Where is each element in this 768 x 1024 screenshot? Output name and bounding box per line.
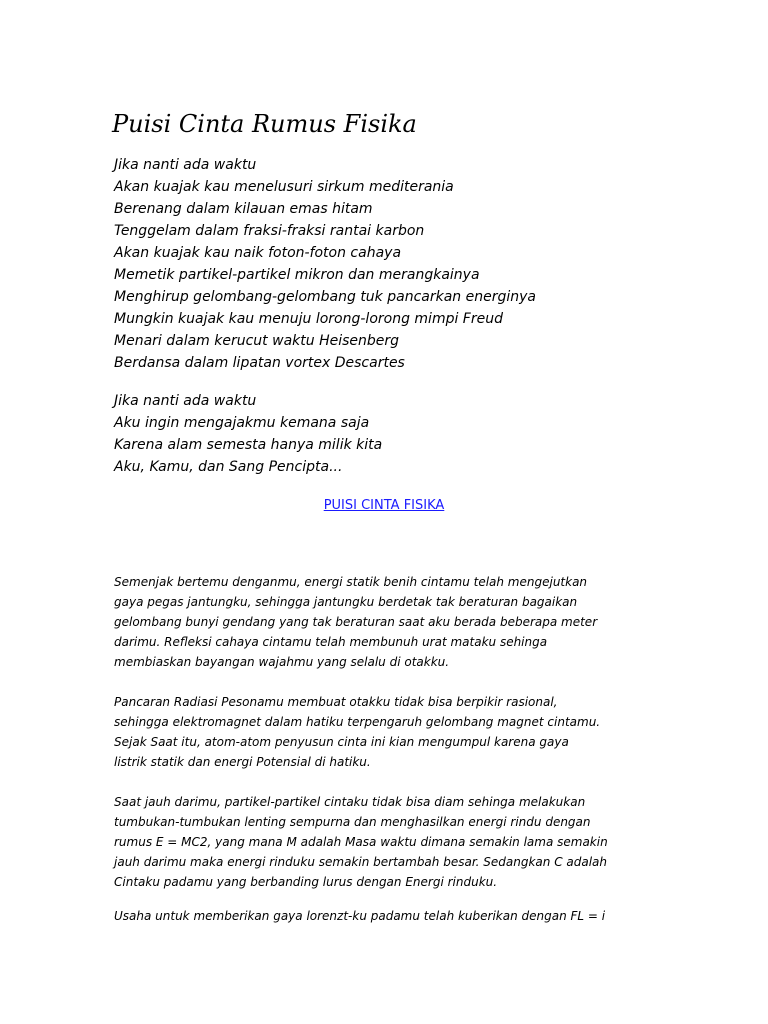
poem-line: Aku, Kamu, dan Sang Pencipta... bbox=[114, 459, 343, 475]
poem-line: Karena alam semesta hanya milik kita bbox=[114, 437, 383, 453]
prose-line: listrik statik dan energi Potensial di hatiku. bbox=[114, 755, 371, 769]
prose-line: Cintaku padamu yang berbanding lurus dengan Energi rinduku. bbox=[114, 875, 498, 889]
prose-line: tumbukan-tumbukan lenting sempurna dan menghasilkan energi rindu dengan bbox=[114, 815, 591, 829]
poem-line: Aku ingin mengajakmu kemana saja bbox=[114, 415, 370, 431]
poem-stanza-1 bbox=[114, 154, 536, 374]
poem-line: Akan kuajak kau menelusuri sirkum mediterania bbox=[114, 179, 454, 195]
link-container bbox=[0, 496, 768, 516]
poem-line: Menari dalam kerucut waktu Heisenberg bbox=[114, 333, 400, 349]
poem-line: Memetik partikel-partikel mikron dan merangkainya bbox=[114, 267, 480, 283]
prose-line: Semenjak bertemu denganmu, energi statik benih cintamu telah mengejutkan bbox=[114, 575, 588, 589]
poem-line: Berenang dalam kilauan emas hitam bbox=[114, 201, 373, 217]
prose-line: gelombang bunyi gendang yang tak beraturan saat aku berada beberapa meter bbox=[114, 615, 598, 629]
puisi-cinta-fisika-link[interactable]: PUISI CINTA FISIKA bbox=[323, 498, 445, 513]
prose-line: Usaha untuk memberikan gaya lorenzt-ku padamu telah kuberikan dengan FL = i bbox=[114, 909, 606, 923]
poem-line: Menghirup gelombang-gelombang tuk pancarkan energinya bbox=[114, 289, 536, 305]
poem-line: Berdansa dalam lipatan vortex Descartes bbox=[114, 355, 405, 371]
prose-line: sehingga elektromagnet dalam hatiku terpengaruh gelombang magnet cintamu. bbox=[114, 715, 601, 729]
poem-line: Tenggelam dalam fraksi-fraksi rantai karbon bbox=[114, 223, 425, 239]
prose-paragraph-3 bbox=[114, 792, 608, 892]
prose-line: jauh darimu maka energi rinduku semakin bertambah besar. Sedangkan C adalah bbox=[114, 855, 608, 869]
prose-line: membiaskan bayangan wajahmu yang selalu di otakku. bbox=[114, 655, 450, 669]
prose-line: Saat jauh darimu, partikel-partikel cintaku tidak bisa diam sehinga melakukan bbox=[114, 795, 586, 809]
prose-line: Sejak Saat itu, atom-atom penyusun cinta ini kian mengumpul karena gaya bbox=[114, 735, 569, 749]
poem-line: Jika nanti ada waktu bbox=[114, 393, 257, 409]
prose-line: gaya pegas jantungku, sehingga jantungku berdetak tak beraturan bagaikan bbox=[114, 595, 578, 609]
prose-line: rumus E = MC2, yang mana M adalah Masa waktu dimana semakin lama semakin bbox=[114, 835, 608, 849]
prose-paragraph-1 bbox=[114, 572, 597, 672]
poem-line: Akan kuajak kau naik foton-foton cahaya bbox=[114, 245, 402, 261]
poem-line: Jika nanti ada waktu bbox=[114, 157, 257, 173]
prose-line: darimu. Refleksi cahaya cintamu telah membunuh urat mataku sehinga bbox=[114, 635, 548, 649]
poem-title: Puisi Cinta Rumus Fisika bbox=[112, 110, 417, 138]
poem-line: Mungkin kuajak kau menuju lorong-lorong mimpi Freud bbox=[114, 311, 503, 327]
prose-line: Pancaran Radiasi Pesonamu membuat otakku tidak bisa berpikir rasional, bbox=[114, 695, 558, 709]
prose-paragraph-2 bbox=[114, 692, 600, 772]
prose-paragraph-4 bbox=[114, 906, 605, 926]
poem-stanza-2 bbox=[114, 390, 382, 478]
